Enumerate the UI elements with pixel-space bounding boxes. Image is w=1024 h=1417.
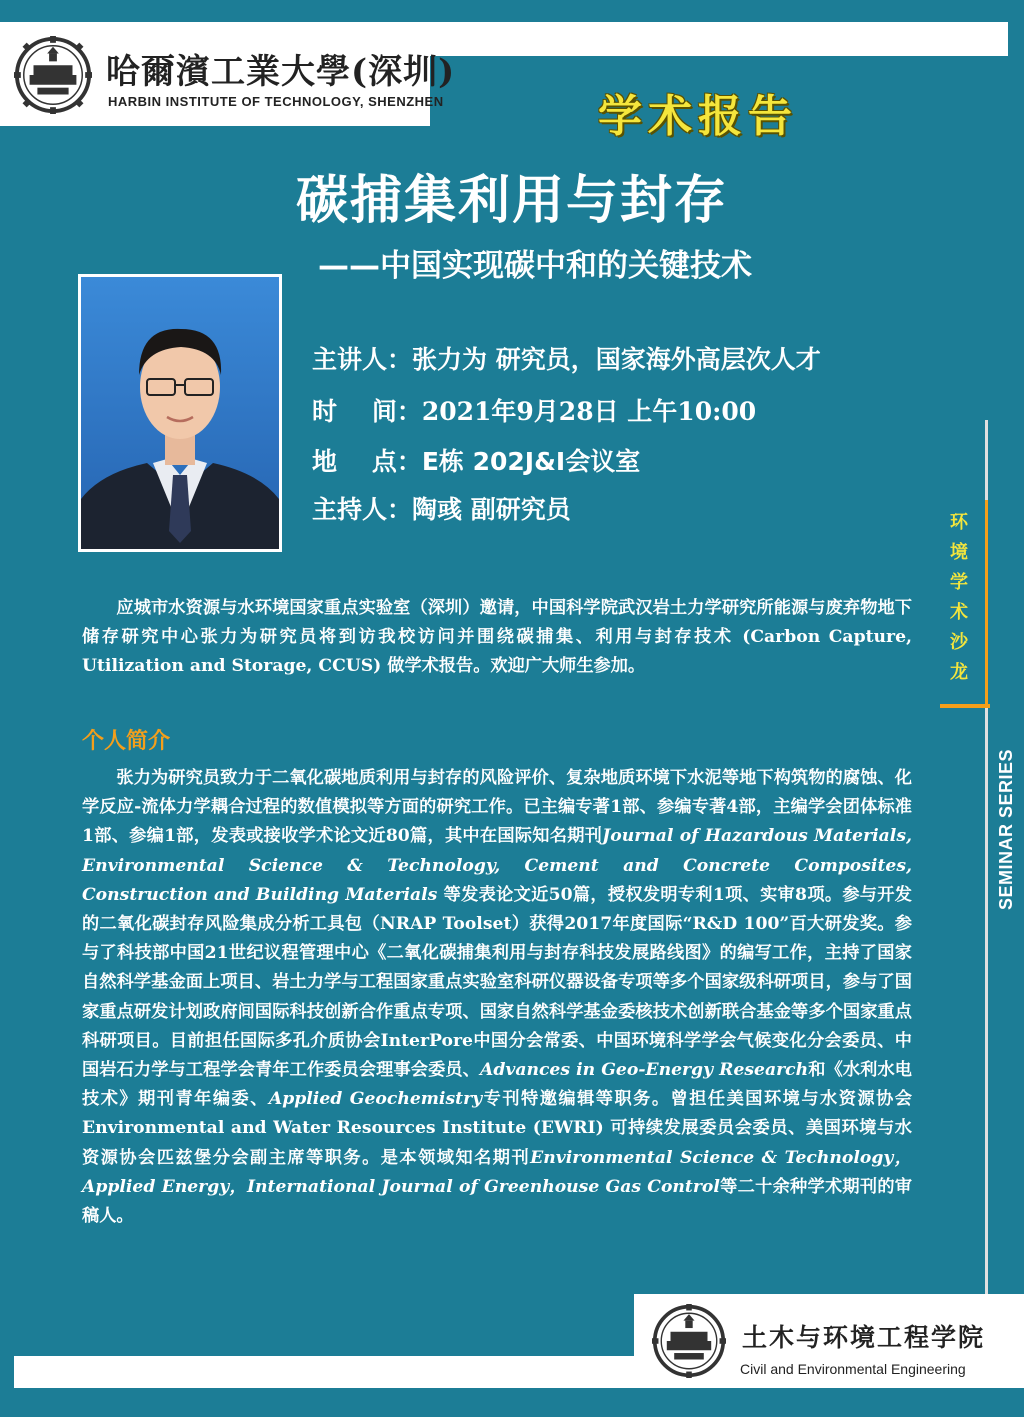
bio-paragraph: [82, 764, 912, 1231]
intro-text: 应城市水资源与水环境国家重点实验室（深圳）邀请，中国科学院武汉岩土力学研究所能源与废弃物地下储存研究中心张力为研究员将到访我校访问并围绕碳捕集、利用与封存技术 (Carbon Capture, Utilization and Storage, CCUS) 做学术报告。欢迎广大师生参加。: [82, 598, 912, 677]
side-line-accent: [985, 500, 988, 705]
side-label-cn: 环 境 学 术 沙 龙: [950, 512, 968, 683]
bio-journals-1: Journal of Hazardous Materials, Environmental Science & Technology, Cement and Concrete Composites, Construction and Building Materials: [82, 826, 912, 905]
time-line: [312, 392, 756, 428]
bio-journal-2: Advances in Geo-Energy Research: [479, 1060, 809, 1081]
bio-journals-4: Environmental Science & Technology，Applied Energy，International Journal of Greenhouse Gas Control: [82, 1147, 912, 1197]
bio-text-3: 和《水利水电技术》期刊青年编委、: [82, 1060, 912, 1110]
place-label: 地 点：: [312, 447, 422, 476]
section-title-bio: 个人简介: [82, 729, 171, 754]
host-line: 主持人：陶彧 副研究员: [312, 495, 571, 524]
place-line: [312, 442, 640, 478]
report-badge: 学术报告: [598, 91, 798, 142]
time-value: 2021年9月28日 上午10:00: [421, 397, 757, 426]
intro-paragraph: [82, 594, 912, 682]
school-name-en: HARBIN INSTITUTE OF TECHNOLOGY, SHENZHEN: [108, 94, 444, 109]
page-subtitle: ——中国实现碳中和的关键技术: [318, 248, 752, 284]
side-line-top: [985, 420, 988, 500]
footer-notch: [14, 1294, 634, 1356]
bio-text-1: 张力为研究员致力于二氧化碳地质利用与封存的风险评价、复杂地质环境下水泥等地下构筑物的腐蚀、化学反应-流体力学耦合过程的数值模拟等方面的研究工作。已主编专著1部、参编专著4部，主编学会团体标准1部、参编1部，发表或接收学术论文近80篇，其中在国际知名期刊: [82, 768, 912, 847]
speaker-line: 主讲人：张力为 研究员，国家海外高层次人才: [312, 345, 821, 374]
bio-text-5: 等二十余种学术期刊的审稿人。: [82, 1176, 912, 1227]
place-value: E栋 202J&I会议室: [421, 447, 641, 476]
side-label-en: SEMINAR SERIES: [996, 748, 1016, 910]
college-name-en: Civil and Environmental Engineering: [740, 1361, 966, 1377]
speaker-portrait-icon: [81, 277, 279, 549]
page-title: 碳捕集利用与封存: [295, 171, 728, 231]
side-line-tick: [940, 704, 990, 708]
hit-seal-footer-icon: [652, 1304, 726, 1378]
time-label: 时 间：: [312, 397, 422, 426]
speaker-photo: [78, 274, 282, 552]
bio-text-2: 等发表论文近50篇，授权发明专利1项、实审8项。参与开发的二氧化碳封存风险集成分析工具包（NRAP Toolset）获得2017年度国际“R&D 100”百大研发奖。参与了科技部中国21世纪议程管理中心《二氧化碳捕集利用与封存科技发展路线图》的编写工作，主持了国家自然科学基金面上项目、岩土力学与工程国家重点实验室科研仪器设备专项等多个国家级科研项目，参与了国家重点研发计划政府间国际科技创新合作重点专项、国家自然科学基金委核技术创新联合基金等多个国家重点科研项目。目前担任国际多孔介质协会InterPore中国分会常委、中国环境科学学会气候变化分会委员、中国岩石力学与工程学会青年工作委员会理事会委员、: [82, 884, 912, 1081]
school-name-cn: 哈爾濱工業大學(深圳): [106, 52, 456, 92]
college-name-cn: 土木与环境工程学院: [742, 1323, 986, 1352]
bottom-strip: [0, 1388, 1024, 1417]
bio-text-4: 专刊特邀编辑等职务。曾担任美国环境与水资源协会Environmental and Water Resources Institute (EWRI) 可持续发展委员会委员、美国环境与水资源协会匹兹堡分会副主席等职务。是本领域知名期刊: [82, 1089, 912, 1168]
bio-journal-3: Applied Geochemistry: [268, 1089, 483, 1110]
hit-seal-logo-icon: [14, 36, 92, 114]
side-line-bottom: [985, 708, 988, 1348]
